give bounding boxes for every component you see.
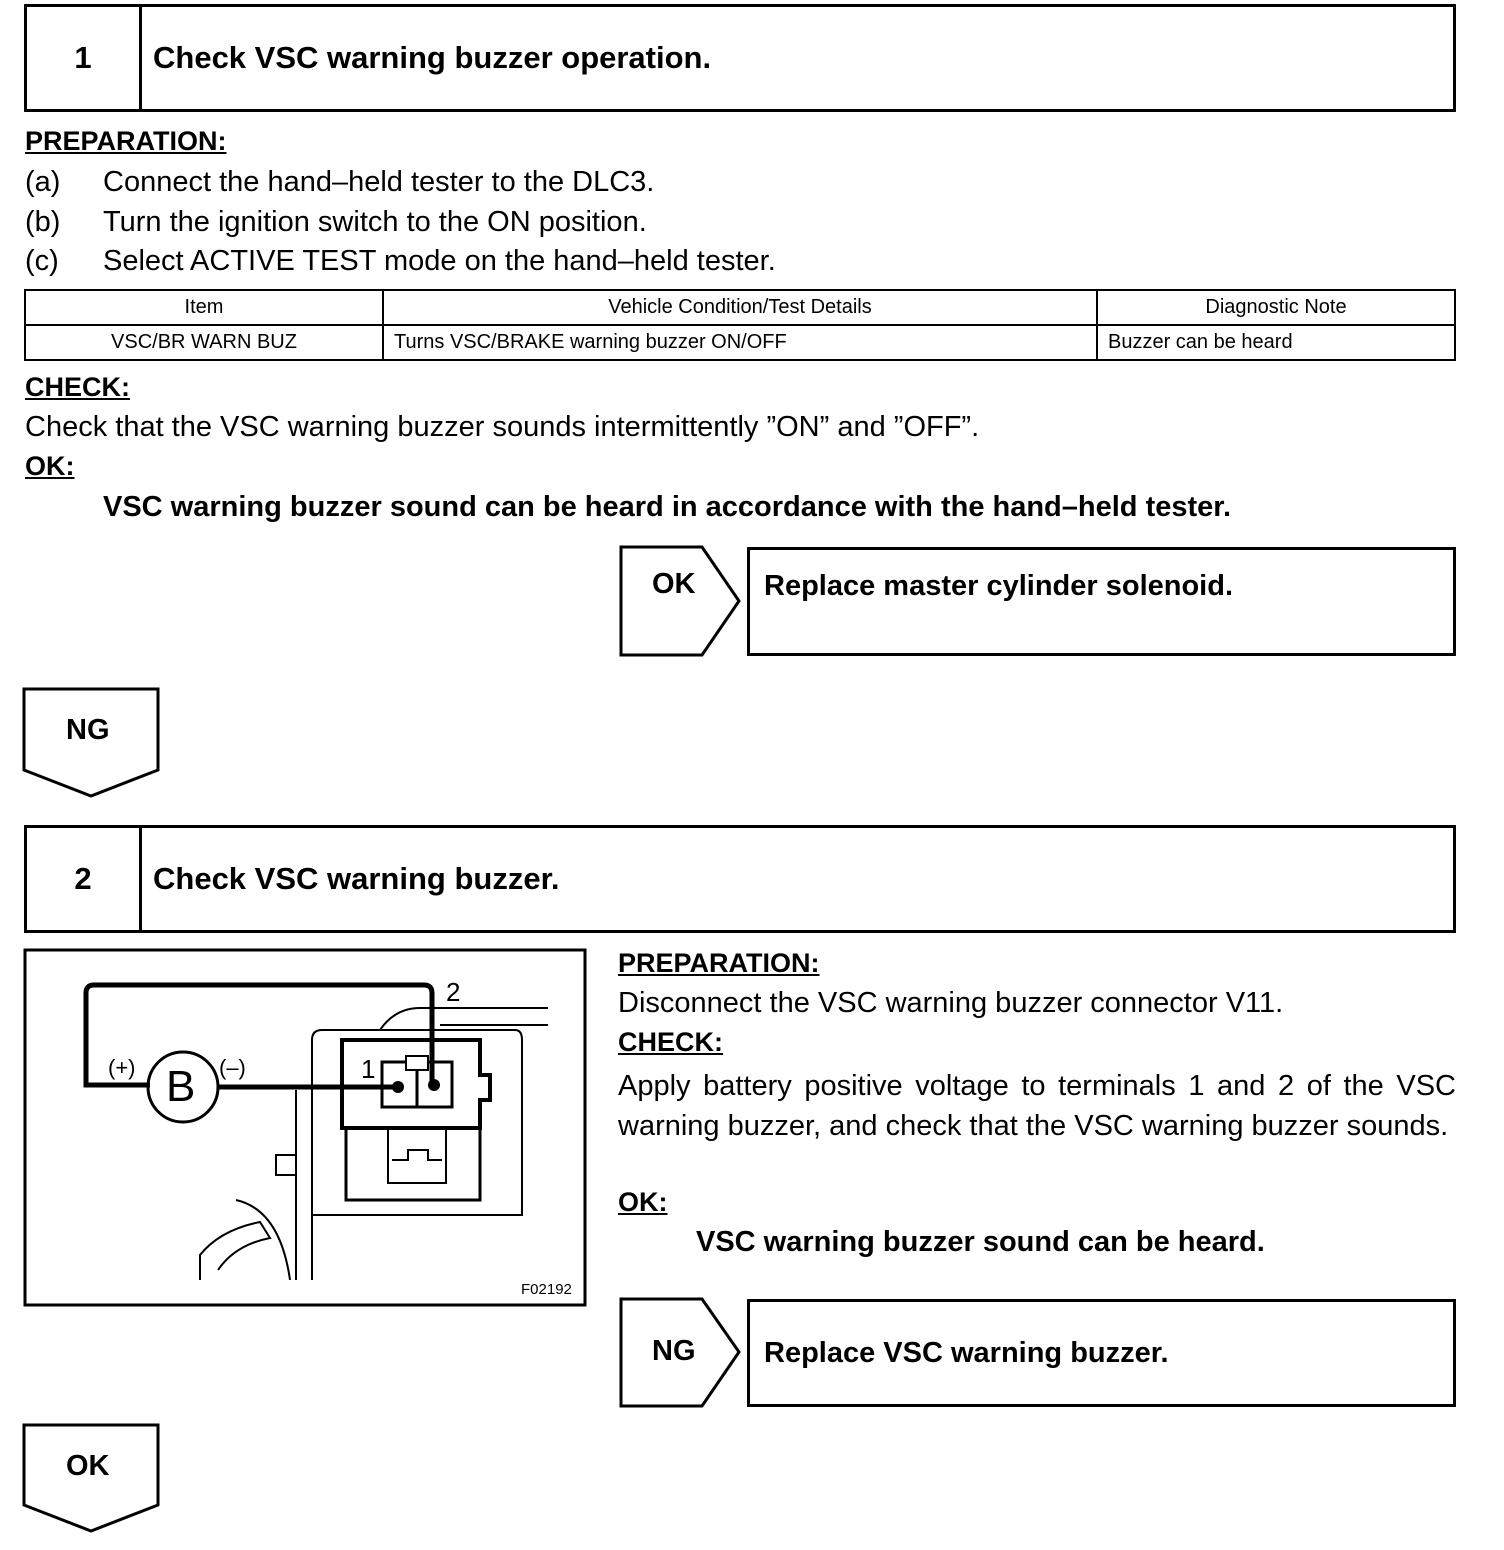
step-2-number: 2	[27, 828, 142, 930]
battery-minus-label: (–)	[219, 1055, 246, 1080]
table-header-condition: Vehicle Condition/Test Details	[383, 290, 1097, 325]
terminal-2-label: 2	[446, 977, 461, 1007]
step-1-number: 1	[27, 7, 142, 109]
prep-item-b-text: Turn the ignition switch to the ON position.	[103, 206, 647, 238]
step-2-header	[24, 825, 1456, 933]
table-cell-condition: Turns VSC/BRAKE warning buzzer ON/OFF	[383, 325, 1097, 360]
step-2-preparation-heading: PREPARATION:	[618, 948, 820, 978]
buzzer-connector-diagram	[86, 985, 548, 1280]
prep-item-c-marker: (c)	[25, 245, 59, 277]
step-1-ng-arrow-label: NG	[66, 714, 110, 746]
table-row	[25, 325, 1455, 360]
step-2-ng-result: Replace VSC warning buzzer.	[747, 1299, 1456, 1407]
step-2-check-heading: CHECK:	[618, 1027, 723, 1057]
prep-item-a-text: Connect the hand–held tester to the DLC3.	[103, 166, 655, 198]
step-1-check-heading: CHECK:	[25, 372, 130, 402]
terminal-2-dot	[428, 1079, 440, 1091]
step-1-ok-text: VSC warning buzzer sound can be heard in accordance with the hand–held tester.	[103, 491, 1232, 523]
table-header-item: Item	[25, 290, 383, 325]
table-cell-note: Buzzer can be heard	[1097, 325, 1455, 360]
step-2-ok-arrow-label: OK	[66, 1450, 110, 1482]
step-1-ok-result: Replace master cylinder solenoid.	[747, 547, 1456, 656]
table-header-note: Diagnostic Note	[1097, 290, 1455, 325]
figure-id: F02192	[521, 1281, 572, 1298]
prep-item-c-text: Select ACTIVE TEST mode on the hand–held tester.	[103, 245, 776, 277]
step-1-ok-arrow-label: OK	[652, 568, 696, 600]
step-2-ok-heading: OK:	[618, 1187, 668, 1217]
step-2-prep-text: Disconnect the VSC warning buzzer connector V11.	[618, 987, 1284, 1019]
step-1-ok-heading: OK:	[25, 451, 75, 481]
active-test-table	[24, 289, 1456, 361]
step-1-header	[24, 4, 1456, 112]
battery-label: B	[166, 1062, 196, 1111]
step-1-preparation-heading: PREPARATION:	[25, 126, 227, 156]
table-cell-item: VSC/BR WARN BUZ	[25, 325, 383, 360]
step-2-check-text: Apply battery positive voltage to terminals 1 and 2 of the VSC warning buzzer, and check that the VSC warning buzzer sounds.	[618, 1070, 1456, 1142]
step-1-title: Check VSC warning buzzer operation.	[153, 40, 712, 75]
step-2-ok-text: VSC warning buzzer sound can be heard.	[696, 1226, 1265, 1258]
step-1-check-text: Check that the VSC warning buzzer sounds intermittently ”ON” and ”OFF”.	[25, 411, 980, 443]
diagram-frame	[25, 950, 585, 1305]
battery-plus-label: (+)	[108, 1055, 136, 1080]
prep-item-a-marker: (a)	[25, 166, 61, 198]
step-2-ng-arrow-label: NG	[652, 1335, 696, 1367]
prep-item-b-marker: (b)	[25, 206, 61, 238]
terminal-1-label: 1	[361, 1054, 376, 1084]
step-2-title: Check VSC warning buzzer.	[153, 861, 560, 896]
terminal-1-dot	[392, 1081, 404, 1093]
ok-right-arrow-shape	[621, 547, 739, 655]
table-header-row	[25, 290, 1455, 325]
